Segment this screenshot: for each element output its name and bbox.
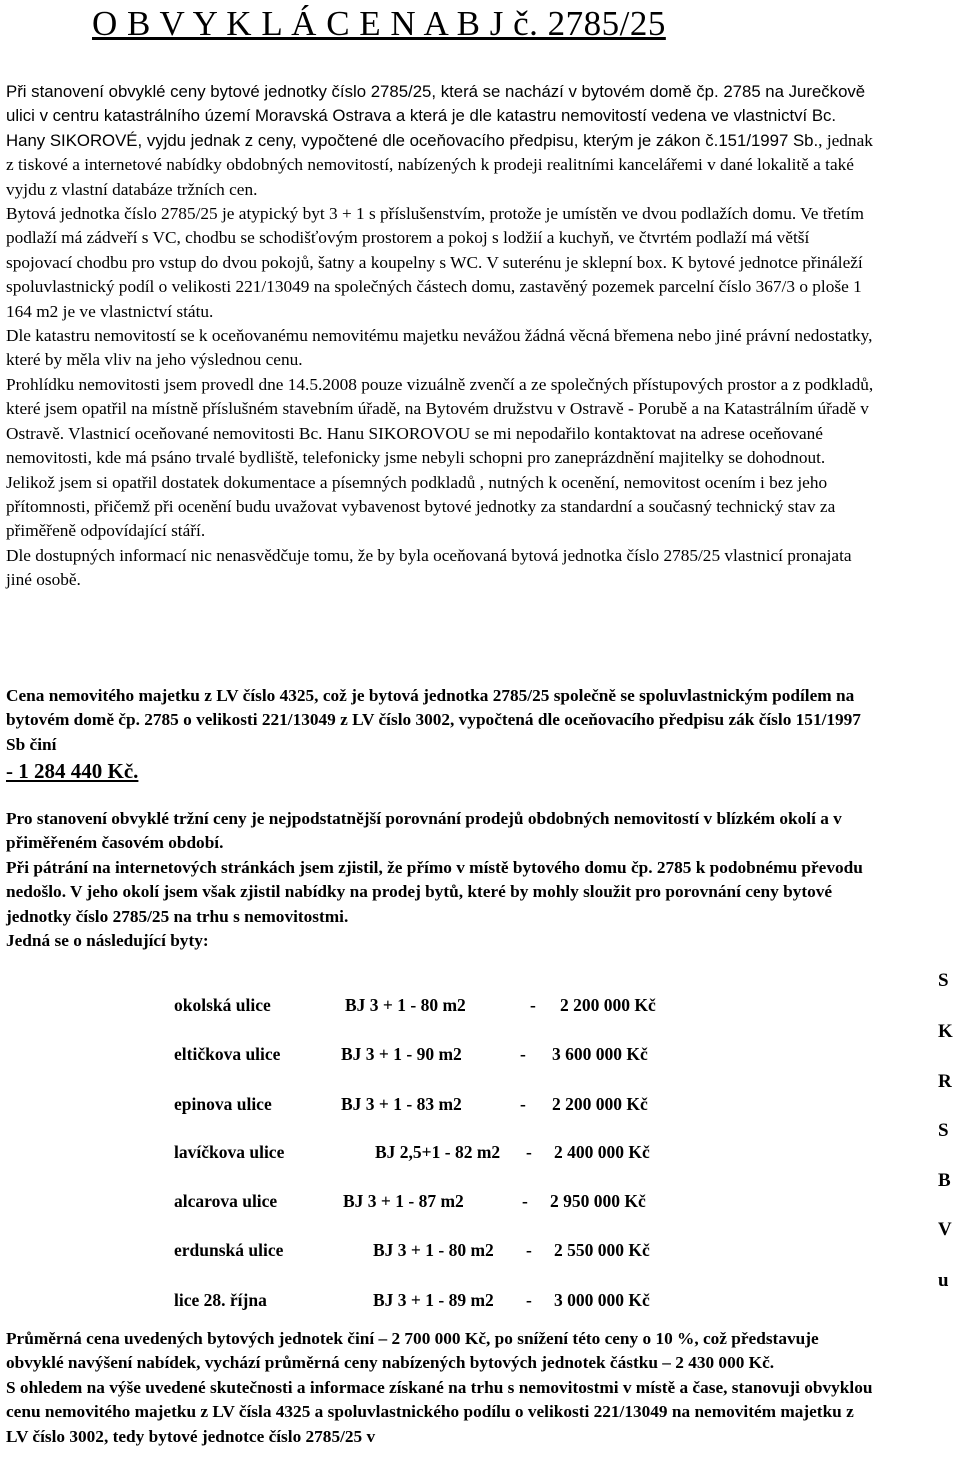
- flat-unit: BJ 3 + 1 - 89 m2: [373, 1290, 494, 1310]
- footer-paragraph-1: Průměrná cena uvedených bytových jednotek činí – 2 700 000 Kč, po snížení této ceny o 10 %, což představuje obvyklé navýšení nabídek, vychází průměrná ceny nabízených bytových jednotek částku – 2 430 000 Kč.: [6, 1329, 819, 1373]
- flat-street: erdunská ulice: [174, 1240, 284, 1260]
- intro-paragraph-1-sans: Při stanovení obvyklé ceny bytové jednotky číslo 2785/25, která se nachází v bytovém domě čp. 2785 na Jurečkově ulici v centru katastrálního území Moravská Ostrava a která je dle katastru nemovitostí vedena ve vlastnictví Bc. Hany SIKOROVÉ, vyjdu jednak z ceny, vypočtené dle oceňovacího předpisu, kterým je zákon č.151/1997 Sb.: [6, 82, 866, 150]
- flat-price: 2 550 000 Kč: [554, 1240, 650, 1260]
- intro-paragraph-4: Prohlídku nemovitosti jsem provedl dne 14.5.2008 pouze vizuálně zvenčí a ze společných přístupových prostor a z podkladů, které jsem opatřil na místně příslušném stavebním úřadě, na Bytovém družstvu v Ostravě - Porubě a na Katastrálním úřadě v Ostravě. Vlastnicí oceňované nemovitosti Bc. Hanu SIKOROVOU se mi nepodařilo kontaktovat na adrese oceňované nemovitosti, kde má psáno trvalé bydliště, telefonicky jsme nebyli schopni pro zaneprázdnění majitelky se dohodnout. Jelikož jsem si opatřil dostatek dokumentace a písemných podkladů , nutných k ocenění, nemovitost ocením i bez jeho přítomnosti, přičemž při ocenění budu uvažovat vybavenost bytové jednotky za standardní a současný technický stav za přiměřeně odpovídající stáří.: [6, 374, 874, 541]
- flat-dash: -: [526, 1142, 532, 1162]
- intro-paragraph-5: Dle dostupných informací nic nenasvědčuje tomu, že by byla oceňovaná bytová jednotka číslo 2785/25 vlastnicí pronajata jiné osobě.: [6, 545, 852, 590]
- side-letter: S: [938, 970, 949, 991]
- flat-dash: -: [526, 1290, 532, 1310]
- footer-section: [6, 1327, 876, 1449]
- flat-unit: BJ 3 + 1 - 90 m2: [341, 1044, 462, 1064]
- intro-paragraph-3: Dle katastru nemovitostí se k oceňovanému nemovitému majetku nevážou žádná věcná břemena nebo jiné právní nedostatky, které by měla vliv na jeho výslednou cenu.: [6, 326, 873, 370]
- flat-dash: -: [526, 1240, 532, 1260]
- flat-unit: BJ 2,5+1 - 82 m2: [375, 1142, 501, 1162]
- intro-section: [6, 80, 874, 593]
- flat-street: eltičkova ulice: [174, 1044, 281, 1064]
- intro-paragraph-1: [6, 80, 874, 202]
- market-paragraph-2: Při pátrání na internetových stránkách jsem zjistil, že přímo v místě bytového domu čp. 2785 k podobnému převodu nedošlo. V jeho okolí jsem však zjistil nabídky na prodej bytů, které by mohly sloužit pro porovnání ceny bytové jednotky číslo 2785/25 na trhu s nemovitostmi.: [6, 857, 863, 926]
- side-letter: V: [938, 1219, 952, 1240]
- flat-unit: BJ 3 + 1 - 83 m2: [341, 1094, 462, 1114]
- flat-street: lice 28. října: [174, 1290, 267, 1310]
- flat-dash: -: [522, 1191, 528, 1211]
- flat-price: 2 200 000 Kč: [552, 1094, 648, 1114]
- footer-paragraph-2: S ohledem na výše uvedené skutečnosti a informace získané na trhu s nemovitostmi v místě a čase, stanovuji obvyklou cenu nemovitého majetku z LV čísla 4325 a spoluvlastnického podílu o velikosti 221/13049 na nemovitém majetku z LV číslo 3002, tedy bytové jednotce číslo 2785/25 v: [6, 1377, 873, 1446]
- flat-unit: BJ 3 + 1 - 80 m2: [345, 995, 466, 1015]
- flat-price: 2 400 000 Kč: [554, 1142, 650, 1162]
- flat-street: lavíčkova ulice: [174, 1142, 285, 1162]
- side-letter: K: [938, 1021, 953, 1042]
- side-letter: S: [938, 1120, 949, 1141]
- market-paragraph-1: Pro stanovení obvyklé tržní ceny je nejpodstatnější porovnání prodejů obdobných nemovitostí v blízkém okolí a v přiměřeném časovém období.: [6, 809, 842, 853]
- flat-unit: BJ 3 + 1 - 87 m2: [343, 1191, 464, 1211]
- flat-unit: BJ 3 + 1 - 80 m2: [373, 1240, 494, 1260]
- flat-price: 2 950 000 Kč: [550, 1191, 646, 1211]
- intro-paragraph-2: Bytová jednotka číslo 2785/25 je atypický byt 3 + 1 s příslušenstvím, protože je umístěn ve dvou podlažích domu. Ve třetím podlaží má zádveří s VC, chodbu se schodišťovým prostorem a pokoj s lodžií a kuchyň, ve čtvrtém podlaží má větší spojovací chodbu pro vstup do dvou pokojů, šatny a koupelny s WC. V suterénu je sklepní box. K bytové jednotce přináleží spoluvlastnický podíl o velikosti 221/13049 na společných částech domu, zastavěný pozemek parcelní číslo 367/3 o ploše 1 164 m2 je ve vlastnictví státu.: [6, 204, 864, 321]
- market-paragraph-3: Jedná se o následující byty:: [6, 931, 209, 951]
- flat-street: okolská ulice: [174, 995, 271, 1015]
- flat-street: alcarova ulice: [174, 1191, 278, 1211]
- price-amount: - 1 284 440 Kč.: [6, 759, 139, 784]
- flat-price: 2 200 000 Kč: [560, 995, 656, 1015]
- price-text: Cena nemovitého majetku z LV číslo 4325, což je bytová jednotka 2785/25 společně se spoluvlastnickým podílem na bytovém domě čp. 2785 o velikosti 221/13049 z LV číslo 3002, vypočtená dle oceňovacího předpisu zák číslo 151/1997 Sb činí: [6, 686, 861, 754]
- side-letter: R: [938, 1071, 952, 1092]
- side-letter: B: [938, 1170, 951, 1191]
- flat-price: 3 000 000 Kč: [554, 1290, 650, 1310]
- flat-price: 3 600 000 Kč: [552, 1044, 648, 1064]
- flat-dash: -: [520, 1094, 526, 1114]
- market-section: [6, 807, 876, 953]
- price-section: [6, 684, 874, 786]
- intro-paragraph-1-rest: , jednak z tiskové a internetové nabídky obdobných nemovitostí, nabízených k prodeji realitními kancelářemi v dané lokalitě a také vyjdu z vlastní databáze tržních cen.: [6, 130, 873, 199]
- flat-dash: -: [520, 1044, 526, 1064]
- document-title: O B V Y K L Á C E N A B J č. 2785/25: [92, 4, 666, 43]
- flat-dash: -: [530, 995, 536, 1015]
- flat-street: epinova ulice: [174, 1094, 272, 1114]
- side-letter: u: [938, 1270, 949, 1291]
